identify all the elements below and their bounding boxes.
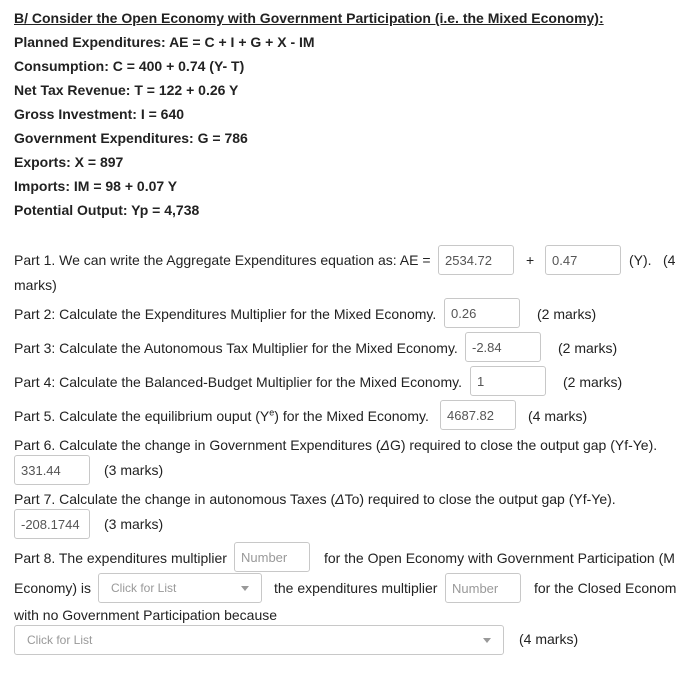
delta-symbol: Δ (335, 491, 345, 507)
part4-bb-multiplier-input[interactable] (470, 366, 546, 396)
part5-marks: (4 marks) (528, 408, 588, 424)
part5-text: Part 5. Calculate the equilibrium ouput $(Y^e)$ for the Mixed Economy. (14, 407, 429, 424)
part8-number-input-2[interactable] (445, 573, 521, 603)
part8-text-b: for the Open Economy with Government Participation (M (324, 550, 675, 566)
part1-marks-close: marks) (14, 277, 57, 293)
part3-marks: (2 marks) (558, 340, 618, 356)
given-tax: Net Tax Revenue: T = 122 + 0.26 Y (14, 82, 239, 98)
part5-superscript: e (269, 407, 275, 418)
part3-tax-multiplier-input[interactable] (465, 332, 541, 362)
given-potential-output: Potential Output: Yp = 4,738 (14, 202, 200, 218)
part7-delta-t-input[interactable] (14, 509, 90, 539)
part3-text: Part 3: Calculate the Autonomous Tax Multiplier for the Mixed Economy. (14, 340, 458, 356)
chevron-down-icon (241, 586, 249, 591)
given-government: Government Expenditures: G = 786 (14, 130, 248, 146)
part1-slope-input[interactable] (545, 245, 621, 275)
part1-plus: + (526, 252, 535, 268)
part8-text-e: for the Closed Econom (534, 580, 676, 596)
part2-marks: (2 marks) (537, 306, 597, 322)
part6-text: Part 6. Calculate the change in Government Expenditures (ΔG) required to close the output gap (Yf-Ye). (14, 437, 658, 453)
given-imports: Imports: IM = 98 + 0.07 Y (14, 178, 178, 194)
part5-equilibrium-input[interactable] (440, 400, 516, 430)
part2-multiplier-input[interactable] (444, 298, 520, 328)
part8-text-c: Economy) is (14, 580, 92, 596)
part4-text: Part 4: Calculate the Balanced-Budget Multiplier for the Mixed Economy. (14, 374, 462, 390)
part4-marks: (2 marks) (563, 374, 623, 390)
part8-compare-select-label: Click for List (111, 581, 177, 595)
part7-marks: (3 marks) (104, 516, 164, 532)
part1-intercept-input[interactable] (438, 245, 514, 275)
part6-marks: (3 marks) (104, 462, 164, 478)
delta-symbol: Δ (380, 437, 390, 453)
given-ae: Planned Expenditures: AE = C + I + G + X - IM (14, 34, 315, 50)
chevron-down-icon (483, 638, 491, 643)
part8-text-f: with no Government Participation because (14, 607, 278, 623)
part8-reason-select[interactable] (14, 625, 504, 655)
part8-compare-select[interactable] (98, 573, 262, 603)
given-investment: Gross Investment: I = 640 (14, 106, 185, 122)
given-consumption: Consumption: C = 400 + 0.74 (Y- T) (14, 58, 245, 74)
section-title: B/ Consider the Open Economy with Government Participation (i.e. the Mixed Economy): (14, 10, 604, 26)
part7-text: Part 7. Calculate the change in autonomous Taxes (ΔTo) required to close the output gap (Yf-Ye). (14, 491, 616, 507)
given-exports: Exports: X = 897 (14, 154, 124, 170)
part1-text: Part 1. We can write the Aggregate Expenditures equation as: AE = (14, 252, 431, 268)
part2-text: Part 2: Calculate the Expenditures Multiplier for the Mixed Economy. (14, 306, 437, 322)
part8-number-input-1[interactable] (234, 542, 310, 572)
part8-reason-select-label: Click for List (27, 633, 93, 647)
part1-marks-open: (4 (663, 252, 676, 268)
part8-marks: (4 marks) (519, 631, 579, 647)
part8-text-d: the expenditures multiplier (274, 580, 438, 596)
part6-delta-g-input[interactable] (14, 455, 90, 485)
part1-suffix: (Y). (629, 252, 652, 268)
part8-text-a: Part 8. The expenditures multiplier (14, 550, 227, 566)
